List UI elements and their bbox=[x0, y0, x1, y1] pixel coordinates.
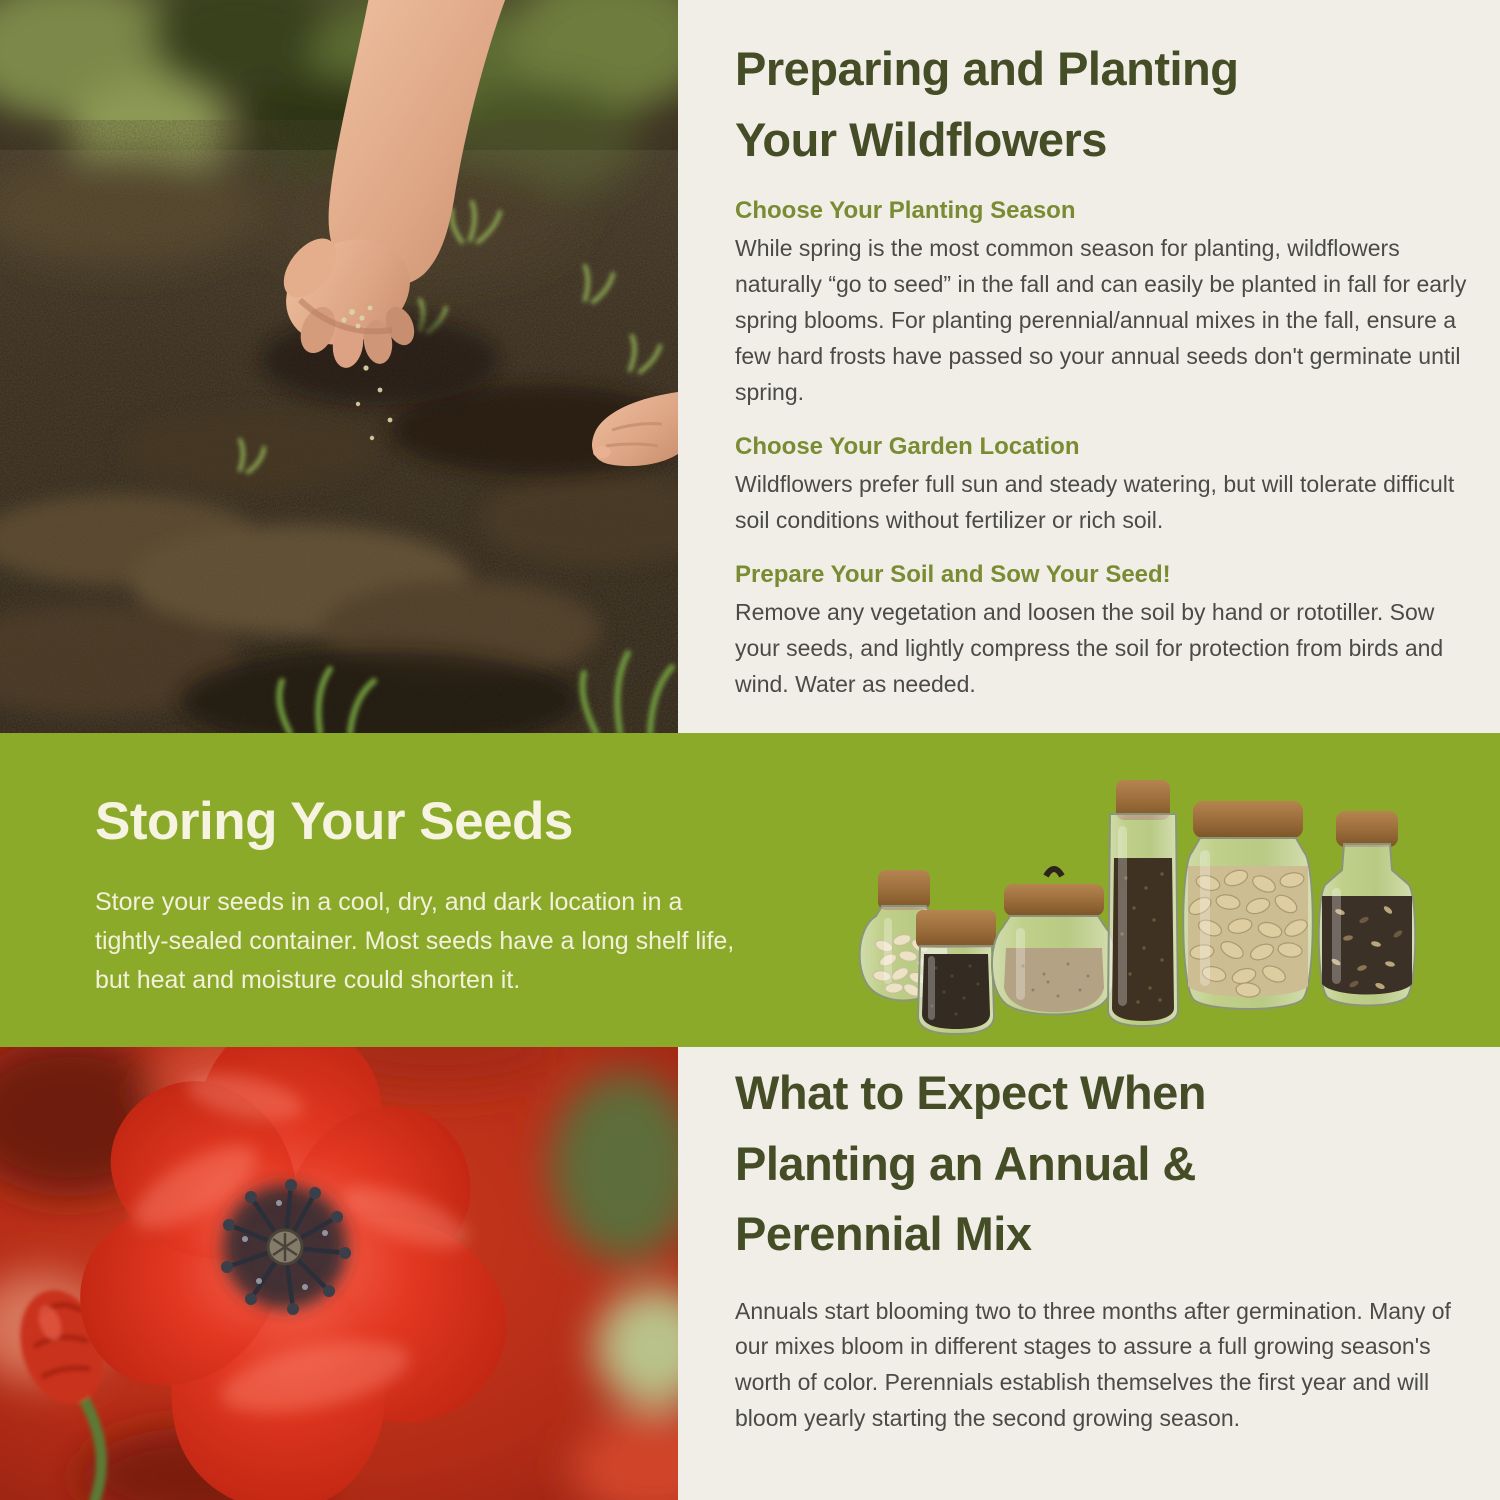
storing-textblock bbox=[95, 793, 740, 1000]
seed-jars-photo bbox=[848, 738, 1448, 1043]
storing-section bbox=[0, 733, 1500, 1047]
storing-title: Storing Your Seeds bbox=[95, 792, 573, 851]
expect-body: Annuals start blooming two to three months after germination. Many of our mixes bloom in different stages to assure a full growing season's worth of color. Perennials establish themselves the first year and will bloom yearly starting the second growing season. bbox=[735, 1297, 1451, 1432]
expect-section bbox=[735, 1058, 1475, 1437]
jar-tan-seeds bbox=[992, 869, 1116, 1015]
planting-title: Preparing and Planting Your Wildflowers bbox=[735, 42, 1239, 166]
subsection-garden-location bbox=[735, 431, 1475, 539]
storing-body: Store your seeds in a cool, dry, and dark location in a tightly-sealed container. Most seeds have a long shelf life, but heat and moisture could shorten it. bbox=[95, 888, 735, 994]
expect-title: What to Expect When Planting an Annual & Perennial Mix bbox=[735, 1066, 1206, 1260]
sowing-photo bbox=[0, 0, 678, 733]
subsection-heading: Prepare Your Soil and Sow Your Seed! bbox=[735, 560, 1171, 588]
subsection-body: Wildflowers prefer full sun and steady watering, but will tolerate difficult soil conditions without fertilizer or rich soil. bbox=[735, 471, 1455, 534]
planting-section bbox=[735, 34, 1475, 703]
subsection-body: Remove any vegetation and loosen the soil by hand or rototiller. Sow your seeds, and lightly compress the soil for protection from birds and wind. Water as needed. bbox=[735, 599, 1444, 698]
subsection-planting-season bbox=[735, 195, 1475, 411]
subsection-body: While spring is the most common season for planting, wildflowers naturally “go to seed” in the fall and can easily be planted in fall for early spring blooms. For planting perennial/annual mixes in the fall, ensure a few hard frosts have passed so your annual seeds don't germinate until spring. bbox=[735, 235, 1467, 405]
subsection-heading: Choose Your Planting Season bbox=[735, 197, 1076, 224]
poppy-photo bbox=[0, 1047, 678, 1500]
subsection-prepare-soil bbox=[735, 559, 1475, 703]
subsection-heading: Choose Your Garden Location bbox=[735, 432, 1080, 460]
